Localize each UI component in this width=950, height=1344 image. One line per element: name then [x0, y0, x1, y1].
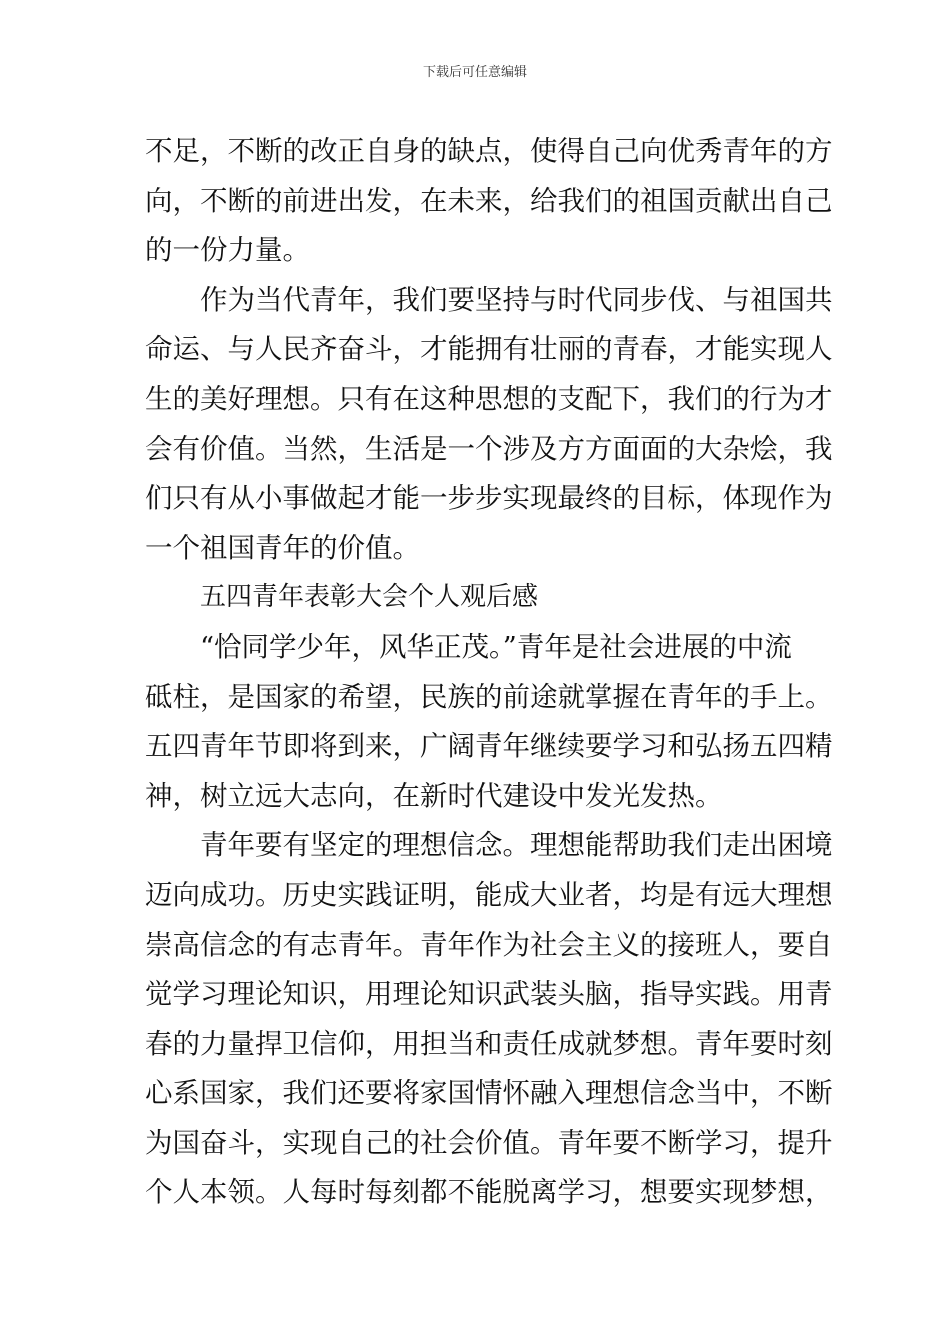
page-header: 下载后可任意编辑 — [422, 65, 527, 80]
text-line: 青年要有坚定的理想信念。理想能帮助我们走出困境 — [200, 829, 833, 862]
text-line: “恰同学少年，风华正茂。”青年是社会进展的中流 — [200, 630, 792, 663]
text-line: 不足，不断的改正自身的缺点，使得自己向优秀青年的方 — [145, 135, 833, 167]
text-line: 崇高信念的有志青年。青年作为社会主义的接班人，要自 — [145, 928, 833, 961]
text-line: 迈向成功。历史实践证明，能成大业者，均是有远大理想 — [145, 878, 833, 911]
text-line: 心系国家，我们还要将家国情怀融入理想信念当中，不断 — [145, 1077, 833, 1110]
text-line: 会有价值。当然，生活是一个涉及方方面面的大杂烩，我 — [145, 432, 833, 465]
text-line: 神，树立远大志向，在新时代建设中发光发热。 — [145, 779, 723, 812]
section-heading: 五四青年表彰大会个人观后感 — [200, 582, 539, 613]
text-line: 觉学习理论知识，用理论知识武装头脑，指导实践。用青 — [145, 978, 833, 1011]
text-line: 命运、与人民齐奋斗，才能拥有壮丽的青春，才能实现人 — [145, 333, 833, 366]
text-line: 作为当代青年，我们要坚持与时代同步伐、与祖国共 — [200, 283, 833, 316]
text-line: 砥柱，是国家的希望，民族的前途就掌握在青年的手上。 — [145, 680, 833, 713]
text-line: 一个祖国青年的价值。 — [145, 531, 420, 564]
text-line: 春的力量捍卫信仰，用担当和责任成就梦想。青年要时刻 — [145, 1027, 833, 1060]
text-line: 为国奋斗，实现自己的社会价值。青年要不断学习，提升 — [145, 1126, 833, 1159]
text-line: 向，不断的前进出发，在未来，给我们的祖国贡献出自己 — [145, 184, 833, 217]
text-line: 生的美好理想。只有在这种思想的支配下，我们的行为才 — [145, 382, 833, 415]
text-line: 的一份力量。 — [145, 234, 310, 267]
text-line: 们只有从小事做起才能一步步实现最终的目标，体现作为 — [145, 482, 833, 515]
text-line: 五四青年节即将到来，广阔青年继续要学习和弘扬五四精 — [145, 730, 833, 763]
document-body — [145, 127, 833, 1218]
text-line: 个人本领。人每时每刻都不能脱离学习，想要实现梦想， — [145, 1176, 833, 1209]
